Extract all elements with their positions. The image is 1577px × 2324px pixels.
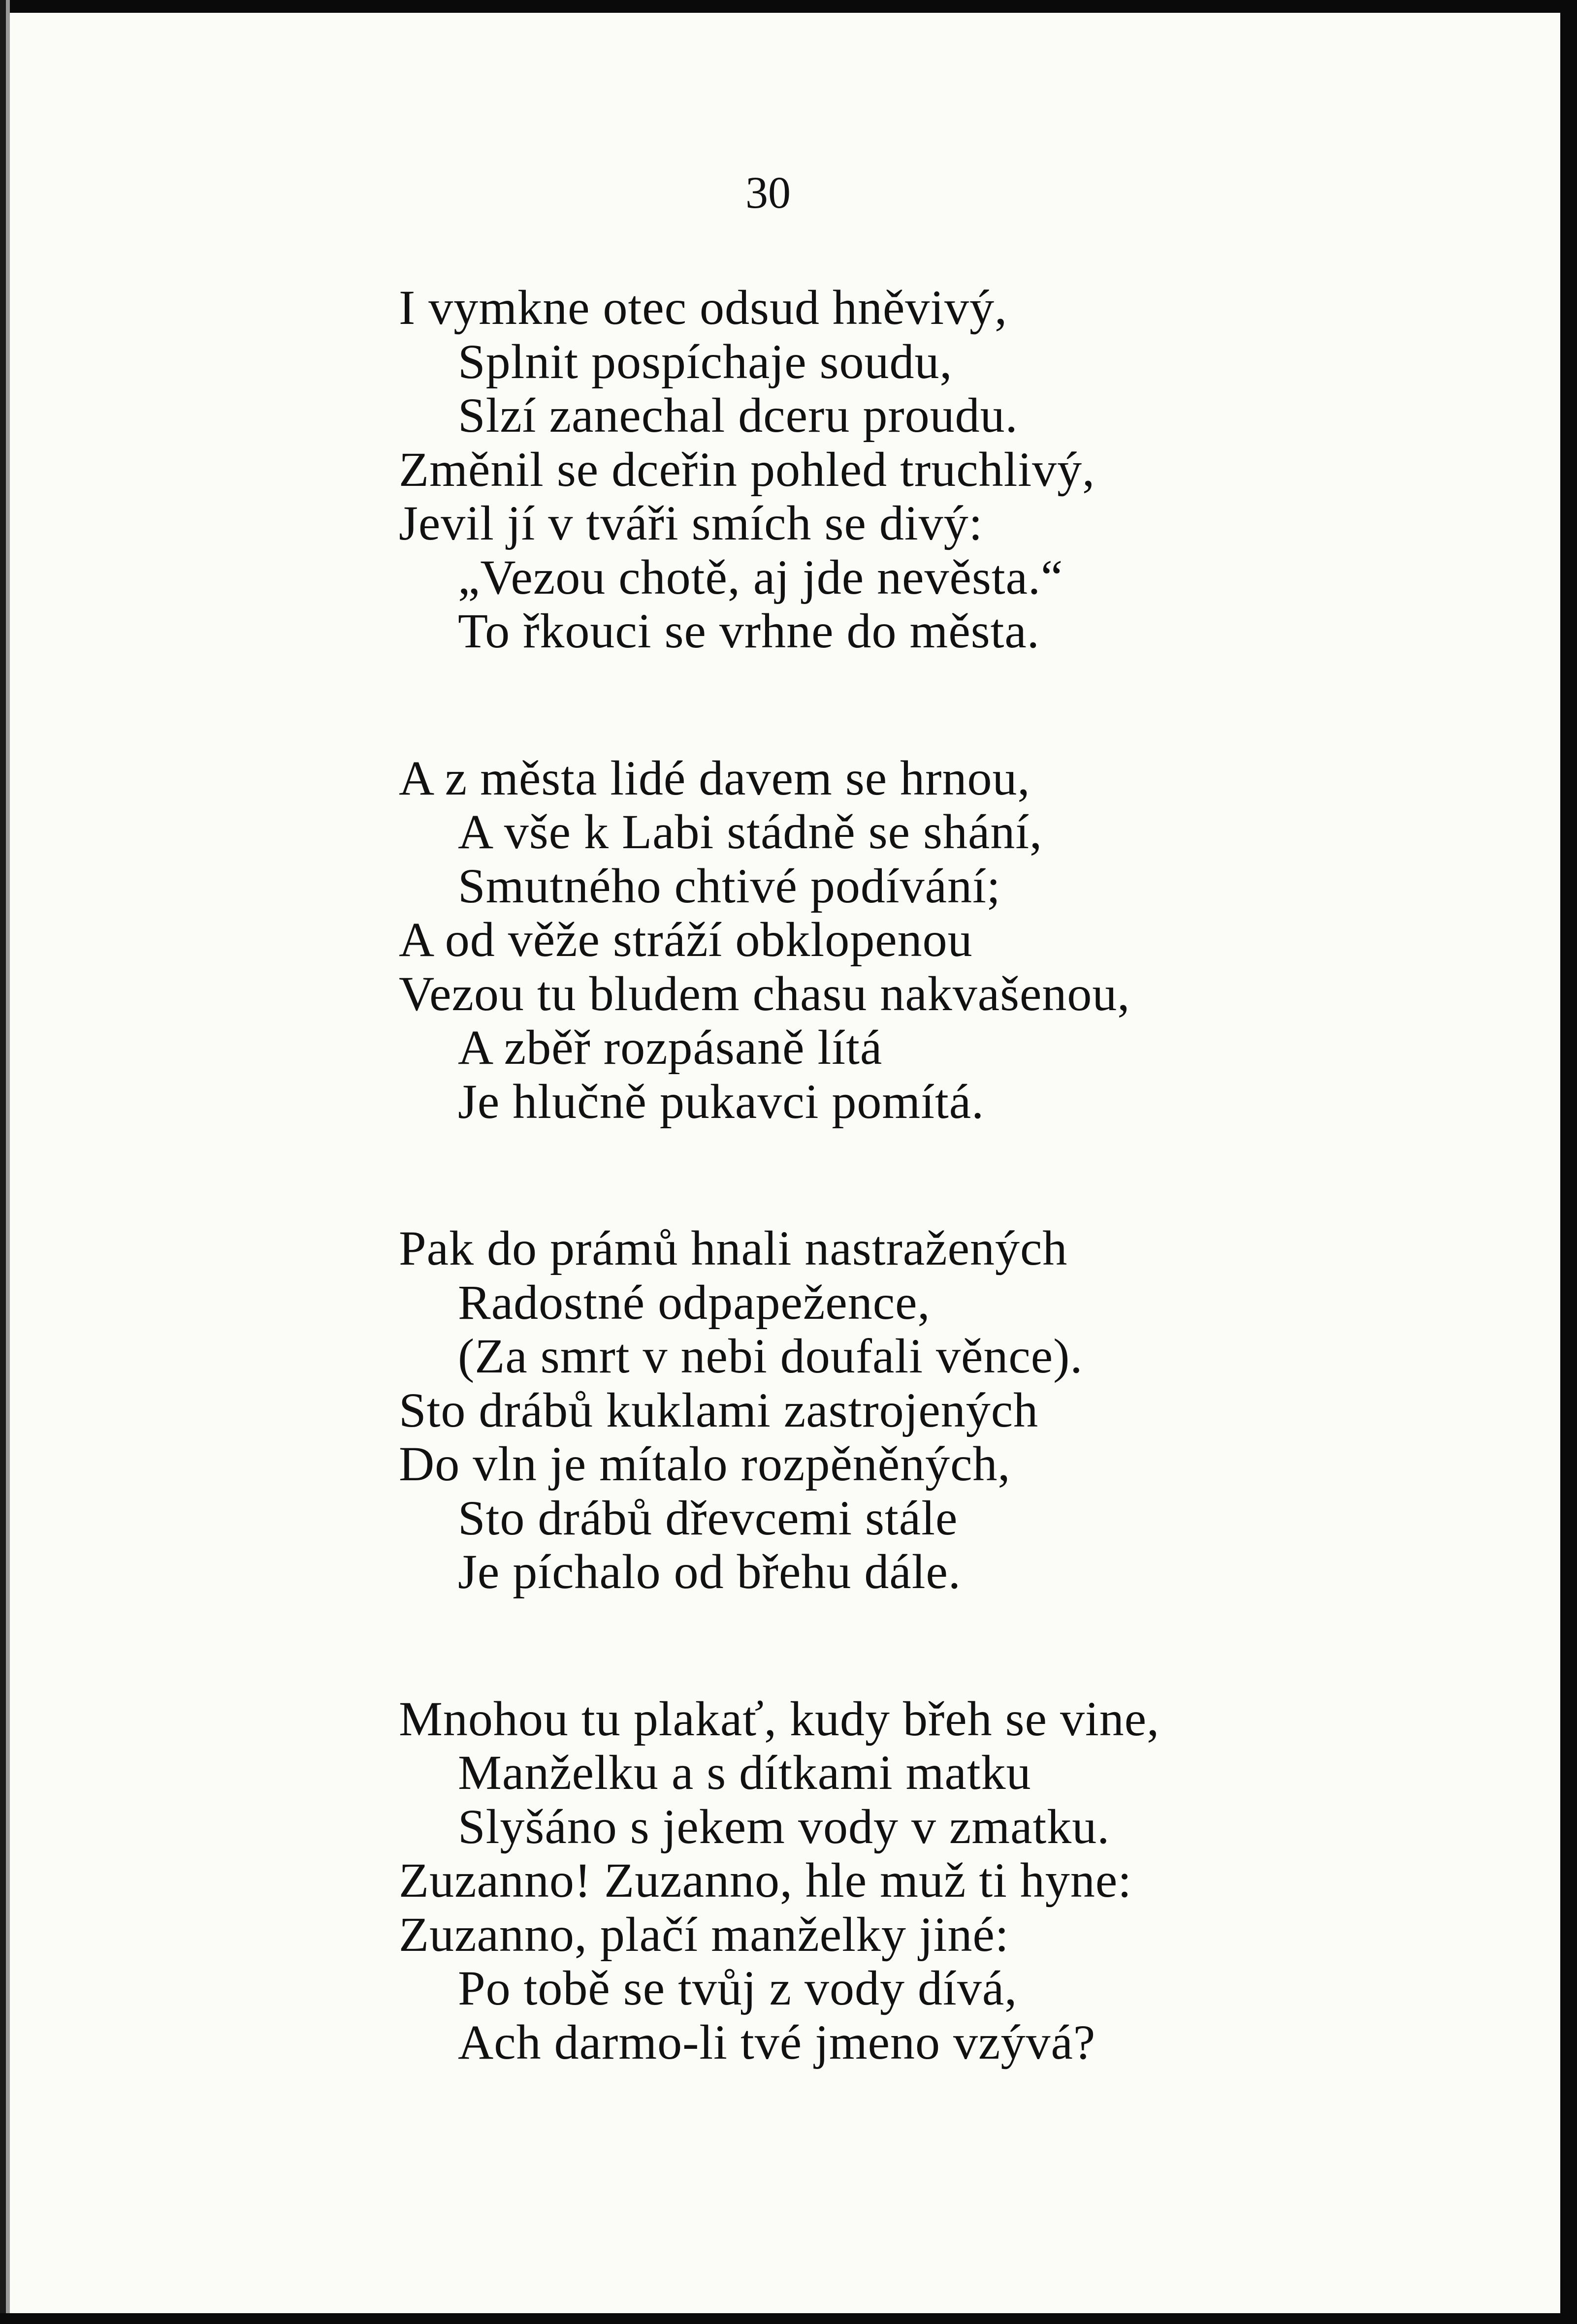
verse-line: Zuzanno! Zuzanno, hle muž ti hyne: xyxy=(399,1853,1132,1908)
verse-line: Sto drábů kuklami zastrojených xyxy=(399,1382,1039,1437)
verse-line: Radostné odpapežence, xyxy=(458,1274,931,1330)
verse-line: Ach darmo-li tvé jmeno vzývá? xyxy=(458,2014,1096,2069)
poem-text xyxy=(399,281,1482,2162)
verse-line: Slyšáno s jekem vody v zmatku. xyxy=(458,1799,1110,1854)
verse-line: Vezou tu bludem chasu nakvašenou, xyxy=(399,966,1130,1021)
verse-line: Mnohou tu plakať, kudy břeh se vine, xyxy=(399,1691,1160,1746)
stanza xyxy=(399,1221,1482,1599)
verse-line: Zuzanno, plačí manželky jiné: xyxy=(399,1907,1009,1962)
scan-edge-left-shadow xyxy=(6,0,10,2324)
verse-line: (Za smrt v nebi doufali věnce). xyxy=(458,1329,1083,1383)
stanza xyxy=(399,1692,1482,2069)
verse-line: To řkouci se vrhne do města. xyxy=(458,604,1040,658)
verse-line: Po tobě se tvůj z vody dívá, xyxy=(458,1961,1018,2015)
verse-line: Do vln je mítalo rozpěněných, xyxy=(399,1436,1011,1491)
verse-line: Je píchalo od břehu dále. xyxy=(458,1544,961,1599)
verse-line: Sto drábů dřevcemi stále xyxy=(458,1490,958,1545)
verse-line: Změnil se dceřin pohled truchlivý, xyxy=(399,442,1095,497)
verse-line: Jevil jí v tváři smích se divý: xyxy=(399,496,983,550)
verse-line: Smutného chtivé podívání; xyxy=(458,858,1001,913)
scan-edge-right xyxy=(1560,0,1577,2324)
scan-edge-bottom xyxy=(0,2313,1577,2324)
verse-line: A od věže stráží obklopenou xyxy=(399,912,973,967)
stanza xyxy=(399,751,1482,1129)
verse-line: I vymkne otec odsud hněvivý, xyxy=(399,280,1008,335)
verse-line: Pak do prámů hnali nastražených xyxy=(399,1221,1068,1275)
verse-line: A vše k Labi stádně se shání, xyxy=(458,804,1043,859)
verse-line: A z města lidé davem se hrnou, xyxy=(399,750,1030,805)
page-number: 30 xyxy=(745,167,791,218)
verse-line: Je hlučně pukavci pomítá. xyxy=(458,1074,985,1129)
verse-line: Manželku a s dítkami matku xyxy=(458,1745,1031,1800)
verse-line: Slzí zanechal dceru proudu. xyxy=(458,388,1018,443)
verse-line: „Vezou chotě, aj jde nevěsta.“ xyxy=(458,549,1063,605)
scan-edge-left xyxy=(0,0,6,2324)
verse-line: A zběř rozpásaně lítá xyxy=(458,1020,883,1075)
verse-line: Splnit pospíchaje soudu, xyxy=(458,334,953,389)
stanza xyxy=(399,281,1482,658)
scan-edge-top xyxy=(0,0,1577,13)
